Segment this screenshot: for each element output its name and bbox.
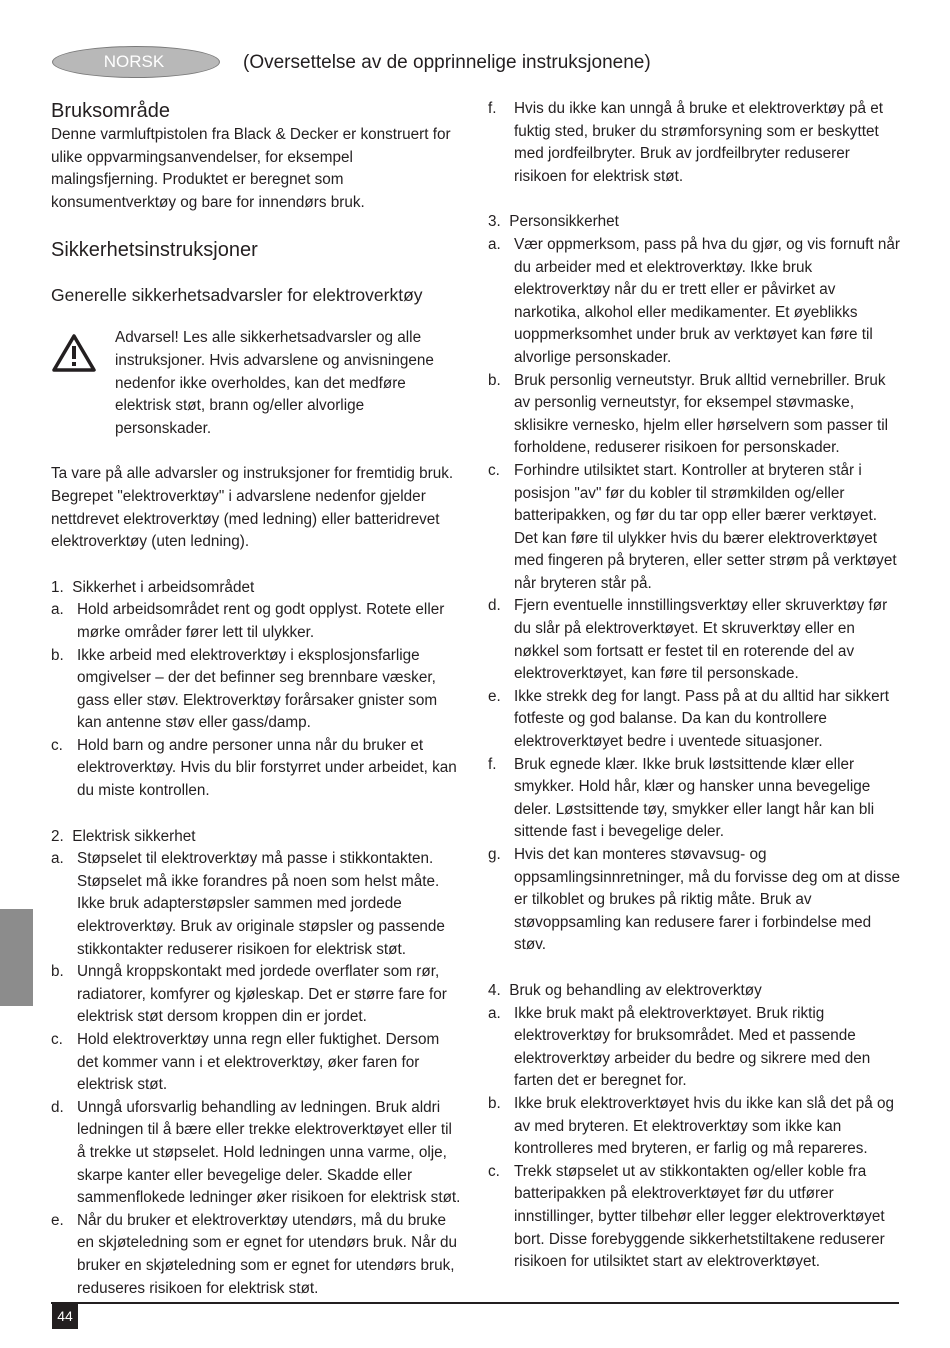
list-item-label: b.: [488, 1094, 501, 1112]
list-item-label: e.: [51, 1211, 64, 1229]
electrical-heading: 2. Elektrisk sikkerhet: [51, 827, 196, 845]
list-item-text: Unngå uforsvarlig behandling av ledningen. Bruk aldri ledningen til å bære eller trekke elektroverktøyet eller til å trekke ut støpselet. Hold ledningen unna varme, olje, skarpe kanter eller bevegelige deler. Skadde eller sammenflokede ledninger øker risikoen for elektrisk støt.: [77, 1098, 461, 1207]
document-subtitle: (Oversettelse av de opprinnelige instruksjonene): [243, 52, 651, 73]
list-item-label: f.: [488, 755, 497, 773]
list-item-text: Trekk støpselet ut av stikkontakten og/eller koble fra batteripakken på elektroverktøyet før du utfører innstillinger, bytter tilbehør eller legger elektroverktøyet bort. Disse forebyggende sikkerhetstiltakene reduserer risikoen for utilsiktet start av elektroverktøyet.: [514, 1162, 885, 1271]
list-item-text: Hvis du ikke kan unngå å bruke et elektroverktøy på et fuktig sted, bruker du strømforsyning som er beskyttet med jordfeilbryter. Bruk av jordfeilbryter reduserer risikoen for elektrisk støt.: [514, 100, 884, 185]
intended-use-heading: Bruksområde: [51, 100, 170, 122]
list-item-text: Hold elektroverktøy unna regn eller fuktighet. Dersom det kommer vann i et elektroverktøy, øker faren for elektrisk støt.: [77, 1031, 440, 1094]
list-item-text: Ikke arbeid med elektroverktøy i eksplosjonsfarlige omgivelser – der det befinner seg brennbare væsker, gass eller støv. Elektroverktøy forårsaker gnister som kan antenne støv eller gass/damp.: [77, 646, 438, 732]
warning-block: [51, 327, 464, 440]
list-item-label: c.: [51, 1031, 63, 1048]
list-item-text: Ikke bruk makt på elektroverktøyet. Bruk riktig elektroverktøy for bruksområdet. Med et passende elektroverktøy arbeider du bedre og sikrere med den farten det er beregnet for.: [514, 1004, 871, 1090]
list-item: [488, 98, 903, 188]
list-item-label: c.: [488, 1162, 500, 1180]
list-item: [488, 460, 903, 596]
list-item-label: b.: [488, 371, 501, 389]
list-item: [488, 1093, 903, 1161]
list-item-text: Bruk personlig verneutstyr. Bruk alltid vernebriller. Bruk av personlig verneutstyr, for eksempel støvmaske, sklisikre vernesko, hjelm eller hørselvern som passer til forholdene, reduserer risikoen for personskader.: [514, 371, 889, 457]
list-item-text: Når du bruker et elektroverktøy utendørs, må du bruke en skjøteledning som er egnet for utendørs bruk. Når du bruker en skjøteledning som er egnet for utendørs bruk, reduseres risikoen for elektrisk støt.: [77, 1211, 458, 1297]
list-item: [488, 1161, 903, 1274]
list-item-label: d.: [488, 597, 501, 615]
list-item: [51, 645, 464, 735]
work-area-heading: 1. Sikkerhet i arbeidsområdet: [51, 578, 255, 596]
list-item-text: Bruk egnede klær. Ikke bruk løstsittende klær eller smykker. Hold hår, klær og hansker unna bevegelige deler. Løstsittende tøy, smykker eller langt hår kan bli sittende fast i bevegelige deler.: [514, 755, 875, 841]
list-item: [51, 1097, 464, 1210]
list-item-text: Hold barn og andre personer unna når du bruker et elektroverktøy. Hvis du blir forstyrret under arbeidet, kan du miste kontrollen.: [77, 736, 457, 800]
warning-triangle-icon: [51, 327, 115, 381]
list-item-text: Forhindre utilsiktet start. Kontroller at bryteren står i posisjon "av" før du kobler til strømkilden og/eller batteripakken, og før du tar opp eller bærer verktøyet. Det kan føre til ulykker hvis du bærer elektroverktøyet med fingeren på bryteren, eller setter strøm på verktøyet når bryteren står på.: [514, 461, 897, 592]
list-item-label: a.: [488, 1004, 501, 1022]
list-item-text: Fjern eventuelle innstillingsverktøy eller skruverktøy før du slår på elektroverktøyet. Et skruverktøy eller en nøkkel som fortsatt er festet til en roterende del av elektroverktøyet, kan føre til personskade.: [514, 597, 888, 683]
list-item: [51, 1210, 464, 1300]
left-column: [51, 98, 464, 1300]
list-item: [51, 848, 464, 961]
list-item-label: c.: [51, 736, 63, 754]
side-tab-marker: [0, 909, 33, 1006]
tool-use-heading: 4. Bruk og behandling av elektroverktøy: [488, 981, 762, 999]
general-safety-heading: Generelle sikkerhetsadvarsler for elektroverktøy: [51, 285, 423, 306]
footer-rule: [51, 1302, 899, 1304]
list-item-text: Støpselet til elektroverktøy må passe i stikkontakten. Støpselet må ikke forandres på noen som helst måte. Ikke bruk adapterstøpsler sammen med jordede elektroverktøy. Bruk av originale støpsler og passende stikkontakter reduserer risikoen for elektrisk støt.: [77, 850, 445, 958]
list-item-label: a.: [51, 601, 64, 619]
list-item-label: b.: [51, 963, 64, 981]
warning-text: Advarsel! Les alle sikkerhetsadvarsler og alle instruksjoner. Hvis advarslene og anvisningene nedenfor ikke overholdes, kan det medføre elektrisk støt, brann og/eller alvorlige personskader.: [115, 329, 434, 437]
list-item: [488, 595, 903, 685]
list-item-label: f.: [488, 100, 497, 117]
list-item-label: b.: [51, 646, 64, 664]
list-item-text: Vær oppmerksom, pass på hva du gjør, og vis fornuft når du arbeider med et elektroverktøy. Ikke bruk elektroverktøy når du er trett eller er påvirket av narkotika, alkohol eller medikamenter. Et øyeblikks uoppmerksomhet under bruk av verktøyet kan føre til alvorlige personskader.: [514, 235, 900, 366]
list-item: [488, 370, 903, 460]
language-badge: NORSK: [52, 46, 220, 78]
list-item-text: Hold arbeidsområdet rent og godt opplyst. Rotete eller mørke områder fører lett til ulykker.: [77, 601, 445, 641]
list-item-text: Unngå kroppskontakt med jordede overflater som rør, radiatorer, komfyrer og kjøleskap. Det er større fare for elektrisk støt dersom kroppen din er jordet.: [77, 963, 447, 1026]
list-item: [51, 599, 464, 644]
list-item-text: Hvis det kan monteres støvavsug- og oppsamlingsinnretninger, må du forvisse deg om at disse er tilkoblet og brukes på riktig måte. Bruk av støvoppsamling kan redusere farer i forbindelse med støv.: [514, 846, 901, 954]
list-item-label: a.: [488, 235, 501, 253]
list-item: [51, 735, 464, 803]
safety-heading: Sikkerhetsinstruksjoner: [51, 239, 258, 262]
list-item-label: a.: [51, 850, 64, 868]
list-item-label: d.: [51, 1098, 64, 1116]
intended-use-text: Denne varmluftpistolen fra Black & Decker er konstruert for ulike oppvarmingsanvendelser, for eksempel malingsfjerning. Produktet er beregnet som konsumentverktøy og bare for innendørs bruk.: [51, 126, 451, 211]
list-item: [51, 961, 464, 1029]
list-item: [51, 1029, 464, 1097]
list-item-text: Ikke strekk deg for langt. Pass på at du alltid har sikkert fotfeste og god balanse. Da kan du kontrollere elektroverktøyet bedre i uventede situasjoner.: [514, 687, 889, 751]
list-item: [488, 844, 903, 957]
list-item: [488, 754, 903, 844]
list-item-label: e.: [488, 687, 501, 705]
list-item: [488, 686, 903, 754]
page-number: 44: [52, 1303, 78, 1329]
keep-instructions-text: Ta vare på alle advarsler og instruksjoner for fremtidig bruk. Begrepet "elektroverktøy" i advarslene nedenfor gjelder nettdrevet elektroverktøy (med ledning) eller batteridrevet elektroverktøy (uten ledning).: [51, 465, 454, 551]
list-item-label: c.: [488, 461, 500, 479]
right-column: [488, 98, 903, 1274]
list-item: [488, 1003, 903, 1093]
list-item-label: g.: [488, 846, 501, 863]
personal-safety-heading: 3. Personsikkerhet: [488, 213, 619, 231]
list-item: [488, 234, 903, 370]
list-item-text: Ikke bruk elektroverktøyet hvis du ikke kan slå det på og av med bryteren. Et elektroverktøy som ikke kan kontrolleres med bryteren, er farlig og må repareres.: [514, 1094, 895, 1158]
